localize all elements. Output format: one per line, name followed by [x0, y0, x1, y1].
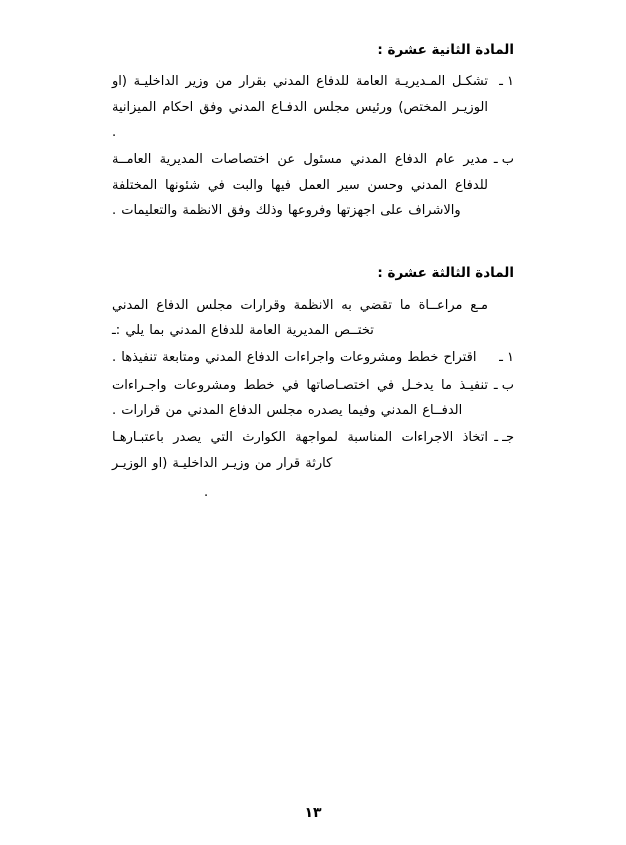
article-thirteen-clause-2	[112, 373, 514, 424]
clause-text: مدير عام الدفاع المدني مسئول عن اختصاصات المديرية العامــة للدفاع المدني وحسن سير العمل فيها والبت في شئونها المختلفة والاشراف على اجهزتها وفروعها وذلك وفق الانظمة والتعليمات .	[112, 152, 488, 218]
clause-marker: ب ـ	[493, 152, 514, 168]
article-thirteen-preamble	[112, 293, 514, 344]
clause-text: اتخاذ الاجراءات المناسبة لمواجهة الكوارث التي يصدر باعتبـارهـا كارثة قرار من وزيـر الداخليـة (او الوزيـر	[112, 430, 488, 471]
article-thirteen-title: المادة الثالثة عشرة :	[377, 265, 514, 282]
article-thirteen	[112, 263, 514, 499]
article-twelve	[112, 40, 514, 223]
clause-marker: ١ ـ	[499, 350, 514, 366]
article-twelve-clause-2	[112, 147, 514, 223]
clause-marker: ب ـ	[493, 377, 514, 393]
article-twelve-clause-1	[112, 69, 514, 145]
article-twelve-title: المادة الثانية عشرة :	[377, 42, 514, 58]
trailing-punctuation: .	[204, 484, 209, 500]
clause-text: اقتراح خطط ومشروعات واجراءات الدفاع المدني ومتابعة تنفيذها .	[112, 350, 477, 366]
article-thirteen-clause-3	[112, 425, 514, 476]
clause-text: تشكـل المـديريـة العامة للدفاع المدني بقرار من وزير الداخليـة (او الوزيـر المختص) ورئيس مجلس الدفـاع المدني وفق احكام الميزانية .	[112, 74, 488, 140]
clause-text: تنفيـذ ما يدخـل في اختصـاصاتها في خطط ومشروعات واجـراءات الدفــاع المدني وفيما يصدره مجلس الدفاع المدني من قرارات .	[112, 377, 488, 418]
section-spacer	[112, 225, 514, 263]
article-thirteen-clause-1	[112, 345, 514, 370]
page-number: ١٣	[304, 805, 322, 821]
clause-marker: ١ ـ	[499, 74, 514, 90]
clause-marker: جـ ـ	[494, 430, 514, 446]
clause-text: مـع مراعــاة ما تقضي به الانظمة وقرارات مجلس الدفاع المدني تختــص المديرية العامة للدفاع المدني بما يلي :ـ	[112, 297, 488, 338]
